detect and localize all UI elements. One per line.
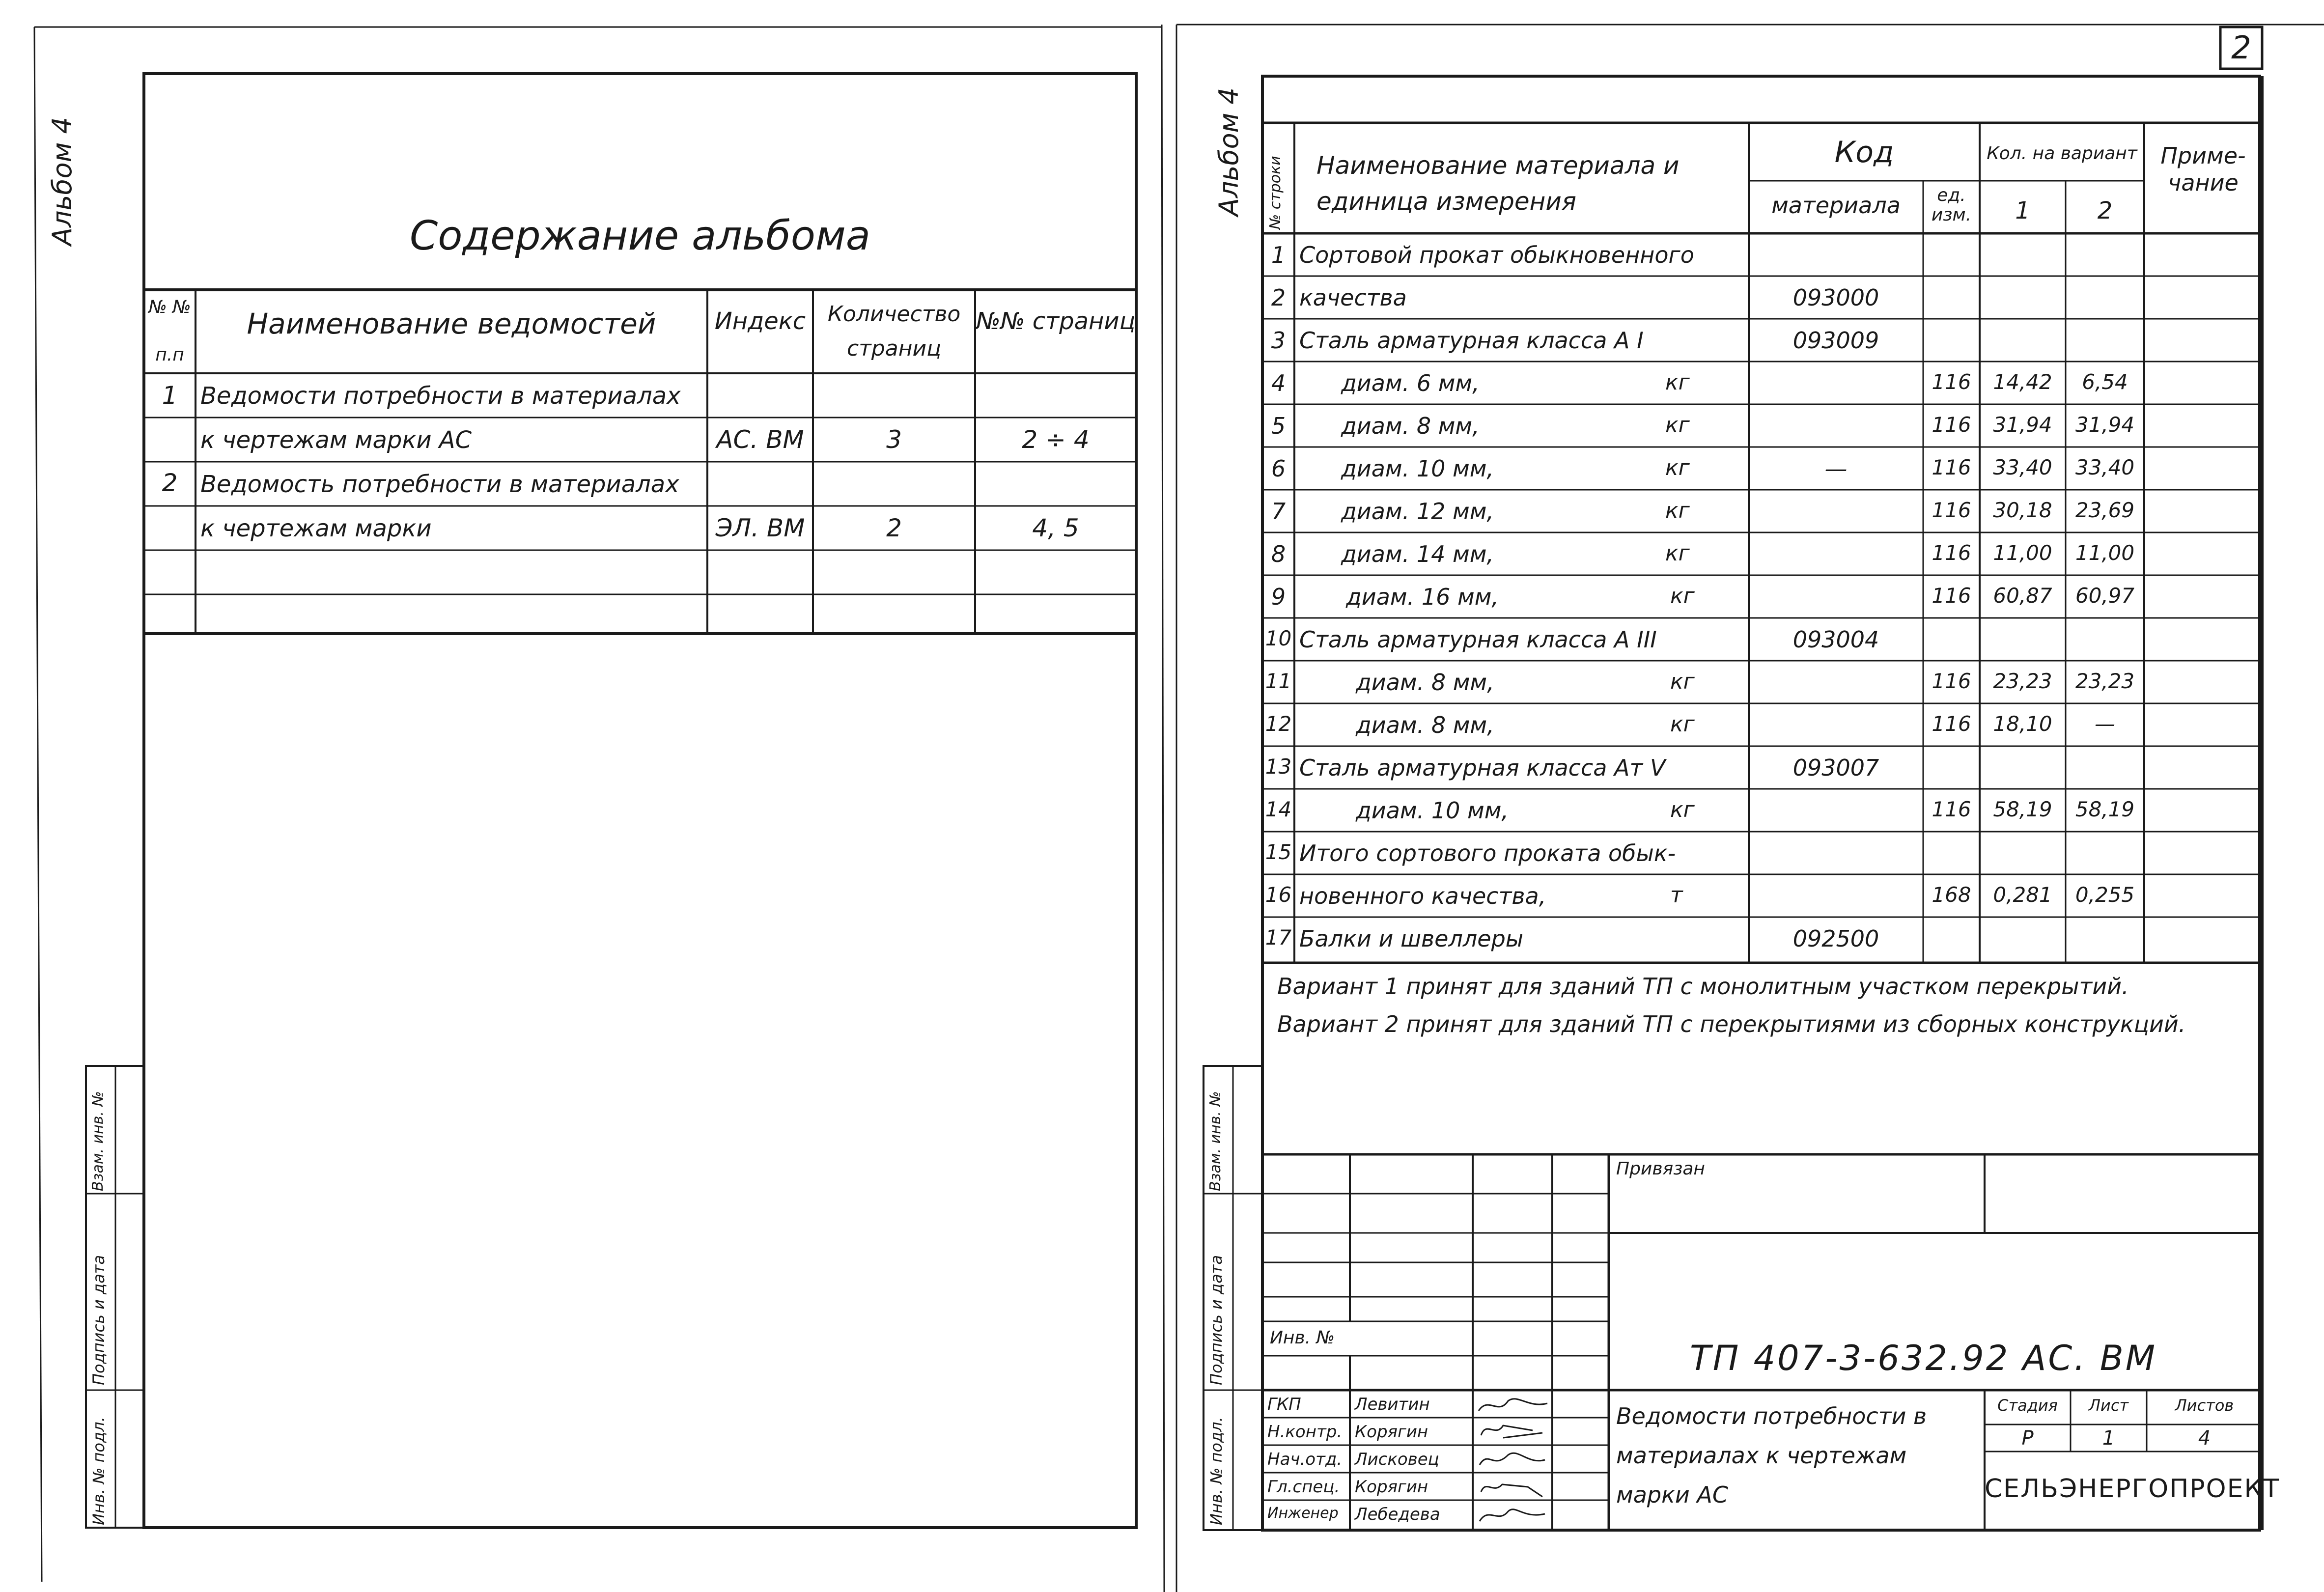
qty-variant-1: 60,87 — [1993, 584, 2052, 608]
row-number: 16 — [1265, 883, 1292, 907]
unit-code: 168 — [1932, 883, 1971, 907]
material-unit: кг — [1670, 712, 1695, 737]
material-name: диам. 8 мм, — [1356, 669, 1494, 696]
row-number: 7 — [1271, 498, 1286, 525]
col-header-count2: страниц — [846, 336, 942, 361]
qty-variant-1: 11,00 — [1993, 541, 2052, 565]
row-number: 11 — [1265, 669, 1292, 693]
qty-variant-2: 23,69 — [2075, 498, 2135, 522]
material-name: Сталь арматурная класса А I — [1299, 327, 1644, 354]
col-header-code: Код — [1834, 135, 1894, 169]
qty-variant-2: 23,23 — [2075, 669, 2135, 693]
col-header-index: Индекс — [714, 307, 806, 335]
unit-code: 116 — [1932, 541, 1971, 565]
sheets-value: 4 — [2198, 1427, 2211, 1450]
material-name: диам. 10 мм, — [1356, 797, 1509, 824]
organization-name: СЕЛЬЭНЕРГОПРОЕКТ — [1985, 1474, 2280, 1504]
material-code: 093007 — [1792, 754, 1879, 781]
album-side-label: Альбом 4 — [47, 117, 78, 246]
person-name: Лисковец — [1355, 1450, 1439, 1469]
material-name: диам. 6 мм, — [1341, 370, 1480, 396]
privyazan-label: Привязан — [1616, 1159, 1705, 1179]
row-number: 8 — [1271, 541, 1286, 567]
row-number: 10 — [1265, 626, 1292, 650]
material-unit: кг — [1665, 370, 1690, 395]
contents-row-name: Ведомости потребности в материалах — [200, 382, 681, 410]
contents-row-name: к чертежам марки АС — [200, 426, 472, 454]
col-header-count: Количество — [827, 302, 961, 327]
material-unit: кг — [1665, 455, 1690, 480]
material-name: диам. 16 мм, — [1346, 584, 1499, 610]
contents-row-num: 1 — [162, 381, 178, 410]
material-unit: кг — [1670, 584, 1695, 609]
material-unit: кг — [1670, 797, 1695, 822]
person-name: Корягин — [1355, 1477, 1428, 1497]
row-number: 2 — [1271, 284, 1286, 311]
col-header-num2: п.п — [155, 345, 184, 365]
material-unit: кг — [1665, 498, 1690, 523]
material-unit: кг — [1665, 413, 1690, 438]
sheet-value: 1 — [2102, 1427, 2115, 1450]
qty-variant-2: 0,255 — [2075, 883, 2135, 907]
row-number: 12 — [1265, 712, 1292, 736]
inv-no-label: Инв. № — [1270, 1328, 1335, 1348]
row-number: 15 — [1265, 840, 1292, 864]
row-number: 4 — [1271, 370, 1286, 396]
document-title-line: марки АС — [1616, 1481, 1728, 1508]
page-number: 2 — [2231, 30, 2251, 66]
col-header-num: № № — [148, 297, 191, 317]
document-title-line: Ведомости потребности в — [1616, 1403, 1927, 1429]
material-code: 093009 — [1792, 327, 1879, 354]
stage-label: Стадия — [1997, 1396, 2058, 1415]
unit-code: 116 — [1932, 584, 1971, 608]
person-name: Корягин — [1355, 1422, 1428, 1442]
qty-variant-2: 6,54 — [2082, 370, 2128, 394]
material-name: Сортовой прокат обыкновенного — [1299, 242, 1694, 268]
stamp-sign-label: Подпись и дата — [89, 1255, 108, 1385]
document-title-line: материалах к чертежам — [1616, 1442, 1907, 1469]
material-name: диам. 8 мм, — [1341, 413, 1480, 439]
unit-code: 116 — [1932, 455, 1971, 479]
unit-code: 116 — [1932, 797, 1971, 821]
row-number: 13 — [1265, 754, 1292, 779]
col-header-row-no: № строки — [1267, 156, 1284, 229]
qty-variant-1: 30,18 — [1993, 498, 2052, 522]
stage-value: Р — [2021, 1427, 2034, 1450]
material-name: Балки и швеллеры — [1299, 925, 1524, 952]
row-number: 9 — [1271, 584, 1286, 610]
material-unit: кг — [1670, 669, 1695, 694]
qty-variant-2: 11,00 — [2075, 541, 2135, 565]
contents-row-name: Ведомость потребности в материалах — [200, 471, 679, 498]
material-name: диам. 10 мм, — [1341, 455, 1494, 482]
contents-row-num: 2 — [162, 469, 178, 497]
qty-variant-2: 58,19 — [2075, 797, 2135, 821]
row-number: 17 — [1265, 925, 1292, 950]
role-label: ГКП — [1267, 1395, 1301, 1414]
note-line: Вариант 1 принят для зданий ТП с монолитным участком перекрытий. — [1277, 973, 2129, 1000]
col-header-name-2: единица измерения — [1316, 187, 1576, 216]
contents-row-count: 2 — [886, 514, 902, 542]
contents-row-count: 3 — [886, 425, 902, 454]
contents-row-index: ЭЛ. ВМ — [715, 514, 805, 542]
unit-code: 116 — [1932, 370, 1971, 394]
row-number: 5 — [1271, 413, 1286, 439]
col-header-code-material: материала — [1771, 192, 1901, 219]
qty-variant-2: 31,94 — [2075, 413, 2135, 437]
col-header-pages: №№ страниц — [976, 307, 1136, 335]
album-side-label: Альбом 4 — [1213, 87, 1244, 216]
qty-variant-1: 14,42 — [1993, 370, 2052, 394]
qty-variant-1: 33,40 — [1993, 455, 2052, 479]
material-name: Итого сортового проката обык- — [1299, 840, 1676, 866]
col-header-note: Приме- чание — [2160, 142, 2246, 196]
person-name: Левитин — [1355, 1395, 1430, 1414]
role-label: Гл.спец. — [1267, 1477, 1340, 1497]
material-code: 093004 — [1792, 626, 1879, 653]
contents-row-pages: 4, 5 — [1032, 514, 1079, 542]
col-header-name-1: Наименование материала и — [1316, 151, 1680, 180]
row-number: 14 — [1265, 797, 1292, 821]
material-name: диам. 8 мм, — [1356, 712, 1494, 738]
material-name: диам. 12 мм, — [1341, 498, 1494, 525]
sheets-label: Листов — [2175, 1396, 2234, 1415]
stamp-sign-label: Подпись и дата — [1207, 1255, 1226, 1385]
material-name: Сталь арматурная класса Ат V — [1299, 754, 1666, 781]
unit-code: 116 — [1932, 669, 1971, 693]
signatures-icon — [1474, 1391, 1552, 1529]
qty-variant-1: 31,94 — [1993, 413, 2052, 437]
material-name: новенного качества, — [1299, 883, 1546, 909]
contents-row-pages: 2 ÷ 4 — [1022, 425, 1090, 454]
material-name: диам. 14 мм, — [1341, 541, 1494, 567]
role-label: Н.контр. — [1267, 1422, 1343, 1442]
col-header-code-unit: ед. изм. — [1931, 185, 1972, 225]
qty-variant-2: 33,40 — [2075, 455, 2135, 479]
unit-code: 116 — [1932, 712, 1971, 736]
col-header-v1: 1 — [2015, 197, 2030, 224]
contents-row-name: к чертежам марки — [200, 515, 432, 542]
col-header-v2: 2 — [2097, 197, 2113, 224]
material-code: 092500 — [1792, 925, 1879, 952]
col-header-qty: Кол. на вариант — [1987, 143, 2137, 164]
material-unit: т — [1670, 883, 1683, 908]
stamp-inv-label: Инв. № подл. — [1207, 1417, 1226, 1525]
material-name: Сталь арматурная класса А III — [1299, 626, 1657, 653]
stamp-replace-label: Взам. инв. № — [1207, 1091, 1224, 1191]
note-line: Вариант 2 принят для зданий ТП с перекрытиями из сборных конструкций. — [1277, 1011, 2186, 1037]
stamp-replace-label: Взам. инв. № — [89, 1091, 107, 1191]
sheet-label: Лист — [2088, 1396, 2129, 1415]
unit-code: 116 — [1932, 498, 1971, 522]
qty-variant-1: 23,23 — [1993, 669, 2052, 693]
material-name: качества — [1299, 284, 1407, 311]
material-code: 093000 — [1792, 284, 1879, 311]
qty-variant-1: 58,19 — [1993, 797, 2052, 821]
stamp-inv-label: Инв. № подл. — [89, 1417, 108, 1525]
qty-variant-1: 0,281 — [1993, 883, 2052, 907]
material-unit: кг — [1665, 541, 1690, 566]
unit-code: 116 — [1932, 413, 1971, 437]
material-code: — — [1824, 455, 1848, 482]
qty-variant-2: — — [2095, 712, 2115, 736]
qty-variant-1: 18,10 — [1993, 712, 2052, 736]
contents-title: Содержание альбома — [410, 213, 870, 259]
contents-row-index: АС. ВМ — [716, 425, 804, 454]
row-number: 1 — [1271, 242, 1286, 268]
role-label: Нач.отд. — [1267, 1450, 1343, 1469]
row-number: 6 — [1271, 455, 1286, 482]
document-code: ТП 407-3-632.92 АС. ВМ — [1690, 1338, 2157, 1378]
role-label: Инженер — [1267, 1505, 1339, 1522]
qty-variant-2: 60,97 — [2075, 584, 2135, 608]
col-header-name: Наименование ведомостей — [247, 307, 656, 340]
person-name: Лебедева — [1355, 1505, 1440, 1524]
row-number: 3 — [1271, 327, 1286, 354]
